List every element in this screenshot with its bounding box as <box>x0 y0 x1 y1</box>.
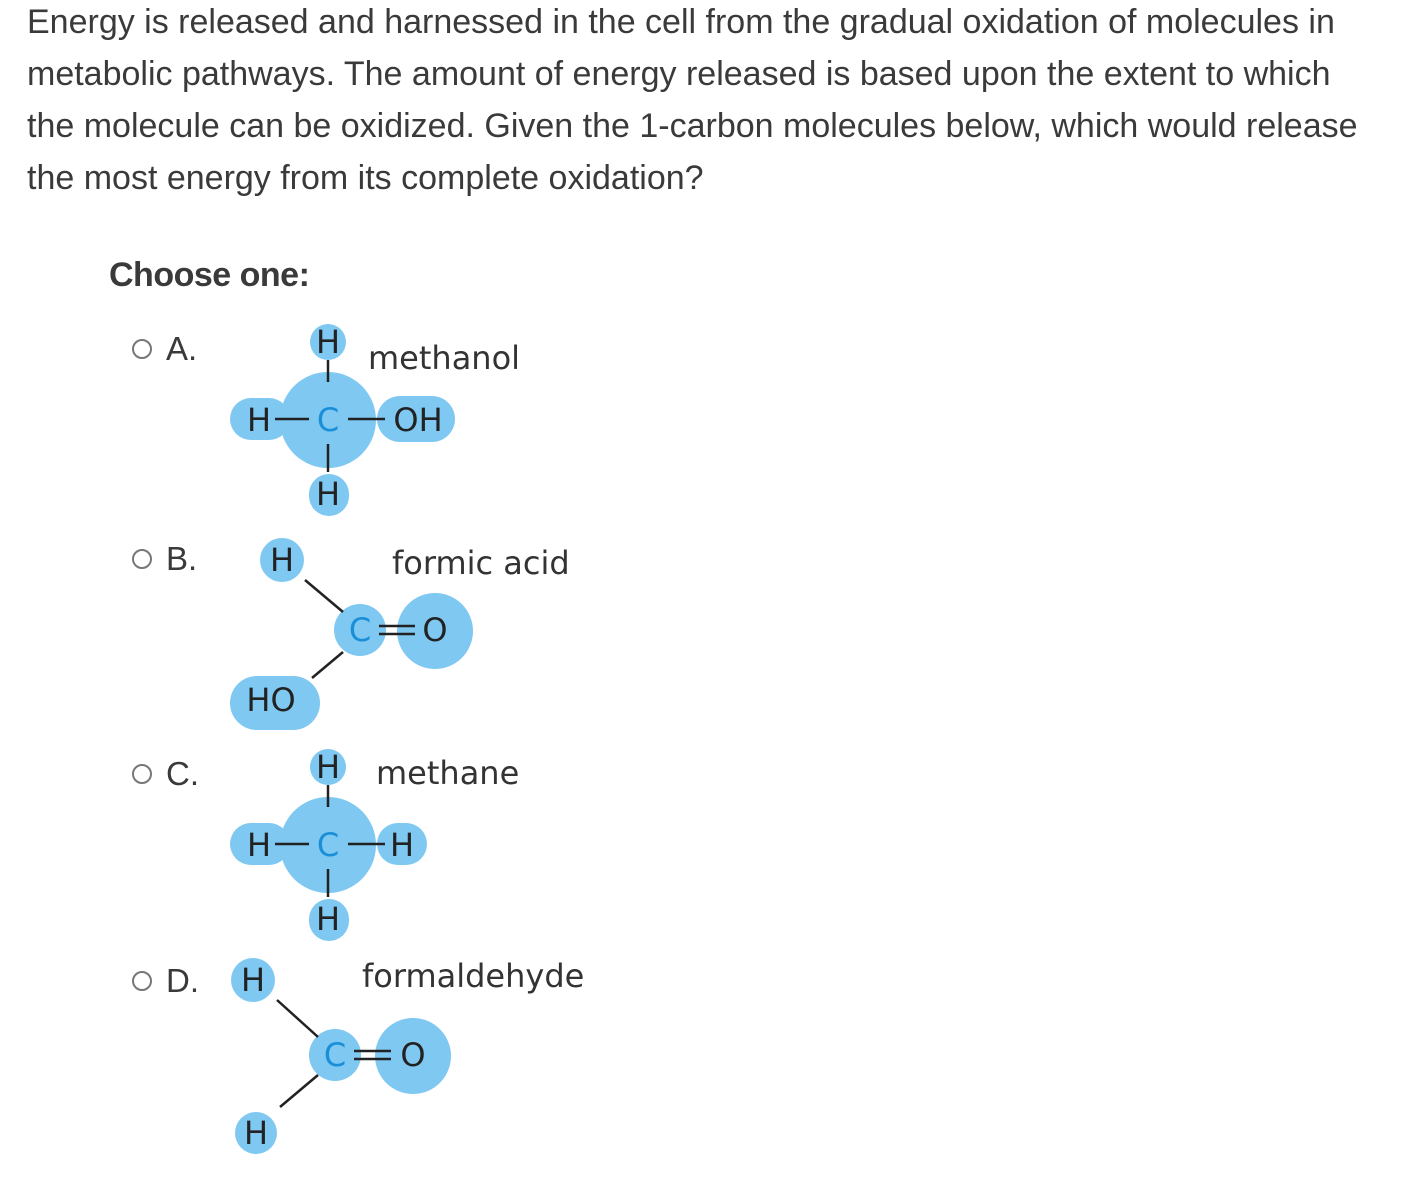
methane-structure <box>225 745 445 945</box>
radio-button-d[interactable] <box>132 971 152 991</box>
formic-acid-atom-carbon: C <box>348 611 372 649</box>
methanol-atom-bottom-h: H <box>315 475 341 513</box>
option-letter-d: D. <box>166 962 199 999</box>
methanol-atom-carbon: C <box>316 401 340 439</box>
methane-atom-top-h: H <box>315 748 341 786</box>
formaldehyde-atom-carbon: C <box>323 1036 347 1074</box>
question-text: Energy is released and harnessed in the cell from the gradual oxidation of molecules in metabolic pathways. The amount of energy released is based upon the extent to which the molecule can be oxidized. Given the 1-carbon molecules below, which would release the most energy from its complete oxidation? <box>27 3 1358 197</box>
methanol-structure <box>225 320 465 520</box>
radio-button-c[interactable] <box>132 764 152 784</box>
formaldehyde-atom-o: O <box>400 1036 426 1074</box>
methane-atom-left-h: H <box>246 826 272 864</box>
molecule-name-formic-acid: formic acid <box>392 544 570 582</box>
methane-atom-bottom-h: H <box>315 900 341 938</box>
formic-acid-atom-h: H <box>269 541 295 579</box>
methanol-atom-oh: OH <box>393 401 443 439</box>
formaldehyde-atom-upper-h: H <box>240 961 266 999</box>
radio-button-a[interactable] <box>132 339 152 359</box>
molecule-name-formaldehyde: formaldehyde <box>362 957 585 995</box>
methane-atom-right-h: H <box>389 826 415 864</box>
radio-button-b[interactable] <box>132 549 152 569</box>
methanol-atom-left-h: H <box>246 401 272 439</box>
formic-acid-atom-ho: HO <box>246 681 296 719</box>
formaldehyde-atom-lower-h: H <box>243 1114 269 1152</box>
molecule-name-methanol: methanol <box>368 339 521 377</box>
option-c[interactable] <box>132 755 199 793</box>
molecule-name-methane: methane <box>376 754 520 792</box>
option-a[interactable] <box>132 330 197 368</box>
option-letter-a: A. <box>166 330 198 367</box>
option-letter-b: B. <box>166 540 198 577</box>
formaldehyde-structure <box>225 955 465 1155</box>
methanol-atom-top-h: H <box>315 323 341 361</box>
formic-acid-structure <box>225 530 485 730</box>
option-d[interactable] <box>132 962 199 1000</box>
option-b[interactable] <box>132 540 197 578</box>
methane-atom-carbon: C <box>316 826 340 864</box>
option-letter-c: C. <box>166 755 199 792</box>
formic-acid-atom-o: O <box>422 611 448 649</box>
choose-one-label: Choose one: <box>109 256 310 294</box>
